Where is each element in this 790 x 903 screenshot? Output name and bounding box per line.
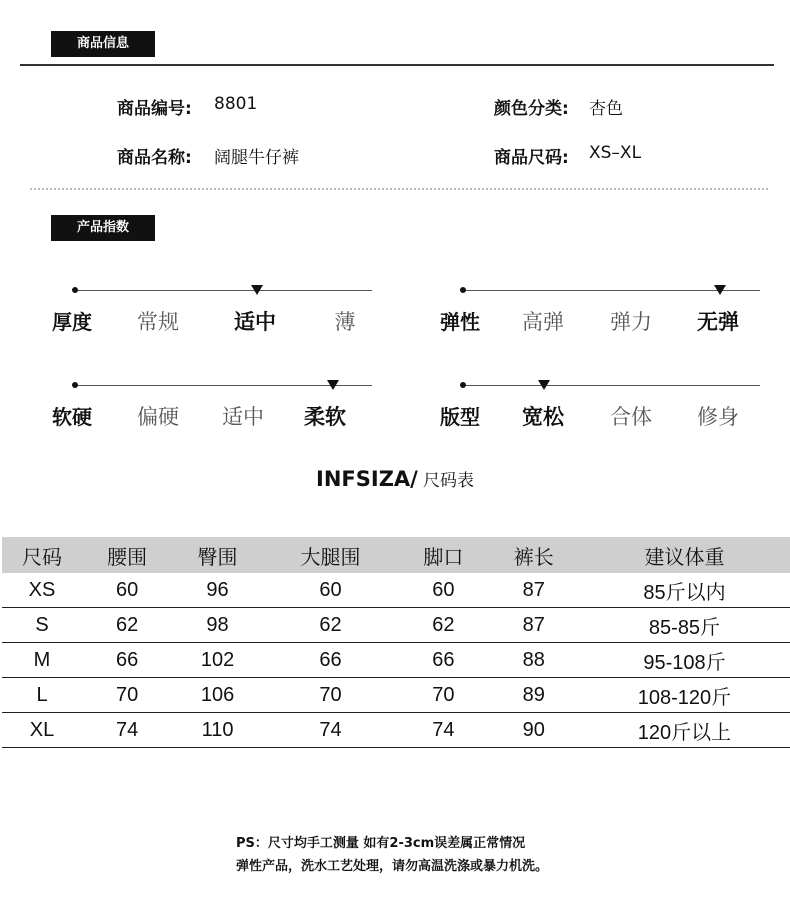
- scale-name: 弹性: [440, 310, 480, 334]
- product-name-label: 商品名称:: [117, 148, 192, 168]
- size-range-label: 商品尺码:: [494, 148, 569, 168]
- scale-marker-icon: [714, 285, 726, 295]
- size-table-cell: 90: [489, 713, 579, 748]
- size-table-cell: 60: [82, 573, 172, 608]
- scale-marker-icon: [251, 285, 263, 295]
- table-row: [2, 713, 790, 748]
- size-table-header-cell: 臀围: [172, 537, 262, 573]
- size-table-cell: 85斤以内: [579, 573, 790, 608]
- table-row: [2, 573, 790, 608]
- dotted-divider: [30, 188, 768, 190]
- scale-option: 适中: [234, 310, 276, 334]
- size-table-cell: 62: [263, 608, 399, 643]
- product-code-value: 8801: [214, 94, 258, 114]
- size-table-header-cell: 脚口: [398, 537, 488, 573]
- size-table-cell: 62: [82, 608, 172, 643]
- product-index-tag: 产品指数: [51, 215, 155, 241]
- size-table-cell: 74: [82, 713, 172, 748]
- size-table-header-cell: 建议体重: [579, 537, 790, 573]
- size-table-cell: 88: [489, 643, 579, 678]
- scale-option: 无弹: [697, 310, 739, 334]
- scale-marker-icon: [327, 380, 339, 390]
- size-table-cell: 66: [82, 643, 172, 678]
- size-table-cell: XL: [2, 713, 82, 748]
- size-table: [2, 537, 790, 748]
- size-table-cell: 108-120斤: [579, 678, 790, 713]
- scale-option: 修身: [697, 405, 739, 429]
- size-table-cell: 102: [172, 643, 262, 678]
- size-table-brand: INFSIZA/: [316, 467, 418, 491]
- size-table-cell: 60: [398, 573, 488, 608]
- size-table-cell: 89: [489, 678, 579, 713]
- product-name-value: 阔腿牛仔裤: [214, 148, 299, 168]
- scale-option: 偏硬: [137, 405, 179, 429]
- scale-option: 宽松: [522, 405, 564, 429]
- size-table-cell: 96: [172, 573, 262, 608]
- size-table-cell: 98: [172, 608, 262, 643]
- scale-track: [463, 385, 760, 386]
- size-table-cell: 74: [398, 713, 488, 748]
- product-info-tag: 商品信息: [51, 31, 155, 57]
- size-table-cell: 70: [82, 678, 172, 713]
- scale-option: 合体: [610, 405, 652, 429]
- size-table-cell: 87: [489, 573, 579, 608]
- note-line-2: 弹性产品，洗水工艺处理，请勿高温洗涤或暴力机洗。: [236, 859, 549, 874]
- size-table-cell: 70: [398, 678, 488, 713]
- size-table-header-cell: 腰围: [82, 537, 172, 573]
- size-table-cell: 74: [263, 713, 399, 748]
- scale-start-dot: [460, 382, 466, 388]
- scale-name: 版型: [440, 405, 480, 429]
- table-row: [2, 678, 790, 713]
- size-table-cell: S: [2, 608, 82, 643]
- scale-option: 常规: [137, 310, 179, 334]
- size-table-cell: 66: [398, 643, 488, 678]
- color-value: 杏色: [589, 99, 623, 119]
- scale-option: 薄: [334, 310, 356, 334]
- size-table-cell: 62: [398, 608, 488, 643]
- size-table-cell: 106: [172, 678, 262, 713]
- scale-start-dot: [460, 287, 466, 293]
- size-table-cell: XS: [2, 573, 82, 608]
- scale-name: 软硬: [52, 405, 92, 429]
- product-code-label: 商品编号:: [117, 99, 192, 119]
- size-table-cell: M: [2, 643, 82, 678]
- size-table-header-row: [2, 537, 790, 573]
- size-table-cell: 110: [172, 713, 262, 748]
- scale-option: 高弹: [522, 310, 564, 334]
- scale-start-dot: [72, 382, 78, 388]
- scale-option: 弹力: [610, 310, 652, 334]
- size-table-cell: L: [2, 678, 82, 713]
- scale-track: [75, 290, 372, 291]
- scale-name: 厚度: [52, 310, 92, 334]
- size-table-header-cell: 大腿围: [263, 537, 399, 573]
- size-table-title: [0, 466, 790, 491]
- section-divider: [20, 64, 774, 66]
- size-table-header-cell: 尺码: [2, 537, 82, 573]
- scale-option: 适中: [222, 405, 264, 429]
- table-row: [2, 643, 790, 678]
- color-label: 颜色分类:: [494, 99, 569, 119]
- size-table-cell: 66: [263, 643, 399, 678]
- size-table-header-cell: 裤长: [489, 537, 579, 573]
- size-table-cell: 85-85斤: [579, 608, 790, 643]
- size-table-subtitle: 尺码表: [422, 471, 474, 491]
- size-table-cell: 60: [263, 573, 399, 608]
- size-range-value: XS–XL: [589, 143, 642, 163]
- size-table-cell: 70: [263, 678, 399, 713]
- scale-start-dot: [72, 287, 78, 293]
- note-line-1: PS：尺寸均手工测量 如有2-3cm误差属正常情况: [236, 836, 526, 851]
- table-row: [2, 608, 790, 643]
- scale-marker-icon: [538, 380, 550, 390]
- size-table-cell: 95-108斤: [579, 643, 790, 678]
- size-table-cell: 87: [489, 608, 579, 643]
- size-table-cell: 120斤以上: [579, 713, 790, 748]
- scale-option: 柔软: [304, 405, 346, 429]
